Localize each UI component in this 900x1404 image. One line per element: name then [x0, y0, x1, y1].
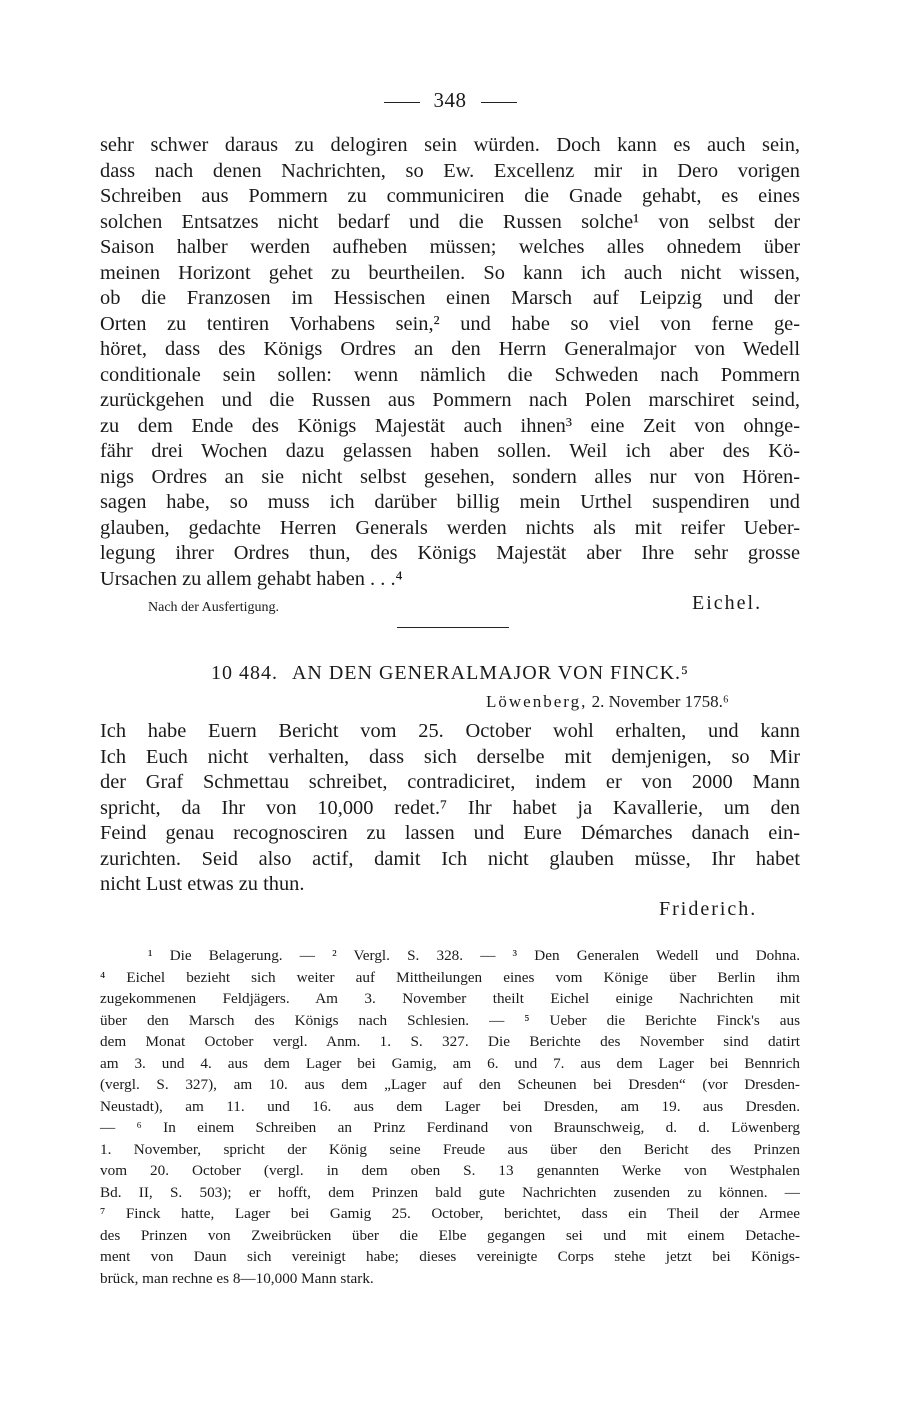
text-line: solchen Entsatzes nicht bedarf und die Russen solche¹ von selbst der [100, 210, 800, 233]
source-note: Nach der Ausfertigung. [148, 600, 280, 615]
footnote-line: 1. November, spricht der König seine Freude aus über den Bericht des Prinzen [100, 1140, 800, 1158]
text-line: höret, dass des Königs Ordres an den Herrn Generalmajor von Wedell [100, 338, 800, 360]
text-line: Saison halber werden aufheben müssen; welches alles ohnedem über [100, 236, 800, 258]
section-divider [397, 627, 509, 628]
footnote-line: über den Marsch des Königs nach Schlesien. — ⁵ Ueber die Berichte Finck's aus [100, 1011, 800, 1029]
text-line: fähr drei Wochen dazu gelassen haben sollen. Weil ich aber des Kö- [100, 440, 800, 462]
footnote-line: zugekommenen Feldjägers. Am 3. November theilt Eichel einige Nachrichten mit [100, 990, 800, 1007]
text-line: glauben, gedachte Herren Generals werden nichts als mit reifer Ueber- [100, 516, 800, 539]
text-line: ob die Franzosen im Hessischen einen Marsch auf Leipzig und der [100, 287, 800, 309]
footnote-line: am 3. und 4. aus dem Lager bei Gamig, am 6. und 7. aus dem Lager bei Bennrich [100, 1054, 800, 1072]
footnote-line: ¹ Die Belagerung. — ² Vergl. S. 328. — ³ Den Generalen Wedell und Dohna. [148, 947, 800, 964]
footnote-line: vom 20. October (vergl. in dem oben S. 13 genannten Werke von Westphalen [100, 1162, 800, 1179]
footnote-line: ⁷ Finck hatte, Lager bei Gamig 25. October, berichtet, dass ein Theil der Armee [100, 1205, 800, 1222]
letter-title: AN DEN GENERALMAJOR VON FINCK.⁵ [291, 662, 690, 684]
letter1-body [100, 133, 800, 592]
text-line: meinen Horizont gehet zu beurtheilen. So kann ich auch nicht wissen, [100, 261, 800, 284]
text-line: Orten zu tentiren Vorhabens sein,² und habe so viel von ferne ge- [100, 312, 800, 335]
text-line: conditionale sein sollen: wenn nämlich die Schweden nach Pommern [100, 363, 800, 386]
page-header [0, 88, 900, 113]
signature-eichel: Eichel. [692, 592, 763, 614]
text-line: zurückgehen und die Russen aus Pommern nach Polen marschiret seind, [100, 389, 800, 411]
signature-friderich: Friderich. [659, 898, 758, 920]
text-line: dass nach denen Nachrichten, so Ew. Excellenz mir in Dero vorigen [100, 159, 800, 182]
text-line: der Graf Schmettau schreibet, contradiciret, indem er von 2000 Mann [100, 771, 800, 793]
text-line: zu dem Ende des Königs Majestät auch ihnen³ eine Zeit von ohnge- [100, 414, 800, 437]
letter-number: 10 484. [210, 662, 278, 684]
text-line: Ich Euch nicht verhalten, dass sich derselbe mit demjenigen, so Mir [100, 745, 800, 768]
text-line: Ich habe Euern Bericht vom 25. October wohl erhalten, und kann [100, 720, 800, 742]
footnote-line: Bd. II, S. 503); er hofft, dem Prinzen bald gute Nachrichten zusenden zu können. — [100, 1183, 800, 1201]
text-line: nigs Ordres an sie nicht selbst gesehen, sondern alles nur von Hören- [100, 465, 800, 488]
place-name: Löwenberg, [486, 692, 588, 711]
footnote-line: des Prinzen von Zweibrücken über die Elbe gegangen sei und mit einem Detache- [100, 1226, 800, 1244]
text-line: nicht Lust etwas zu thun. [100, 873, 305, 895]
header-dash-left [384, 102, 420, 103]
text-line: sagen habe, so muss ich darüber billig mein Urthel suspendiren und [100, 491, 800, 513]
text-line: Feind genau recognosciren zu lassen und Eure Démarches danach ein- [100, 822, 800, 844]
footnotes [100, 945, 800, 1289]
footnote-line: ment von Daun sich vereinigt habe; dieses vereinigte Corps stehe jetzt bei Königs- [100, 1248, 800, 1265]
text-line: legung ihrer Ordres thun, des Königs Majestät aber Ihre sehr grosse [100, 542, 800, 564]
footnote-line: Neustadt), am 11. und 16. aus dem Lager bei Dresden, am 19. aus Dresden. [100, 1097, 800, 1115]
footnote-line: ⁴ Eichel bezieht sich weiter auf Mittheilungen eines vom Könige über Berlin ihm [100, 968, 800, 986]
text-line: spricht, da Ihr von 10,000 redet.⁷ Ihr habet ja Kavallerie, um den [100, 796, 800, 819]
place-date [486, 692, 729, 712]
text-line: zurichten. Seid also actif, damit Ich nicht glauben müsse, Ihr habet [100, 847, 800, 870]
header-dash-right [481, 102, 517, 103]
letter-heading [0, 662, 900, 685]
letter2-body [100, 719, 800, 898]
text-line: Ursachen zu allem gehabt haben . . .⁴ [100, 567, 403, 590]
footnote-line: dem Monat October vergl. Anm. 1. S. 327. Die Berichte des November sind datirt [100, 1033, 800, 1050]
page-number: 348 [433, 88, 467, 112]
footnote-line: brück, man rechne es 8—10,000 Mann stark. [100, 1269, 374, 1287]
letter-date: 2. November 1758.⁶ [591, 692, 729, 711]
footnote-line: (vergl. S. 327), am 10. aus dem „Lager auf den Scheunen bei Dresden“ (vor Dresden- [100, 1076, 800, 1093]
text-line: sehr schwer daraus zu delogiren sein würden. Doch kann es auch sein, [100, 134, 800, 156]
text-line: Schreiben aus Pommern zu communiciren die Gnade gehabt, es eines [100, 185, 800, 207]
footnote-line: — ⁶ In einem Schreiben an Prinz Ferdinand von Braunschweig, d. d. Löwenberg [100, 1119, 800, 1136]
